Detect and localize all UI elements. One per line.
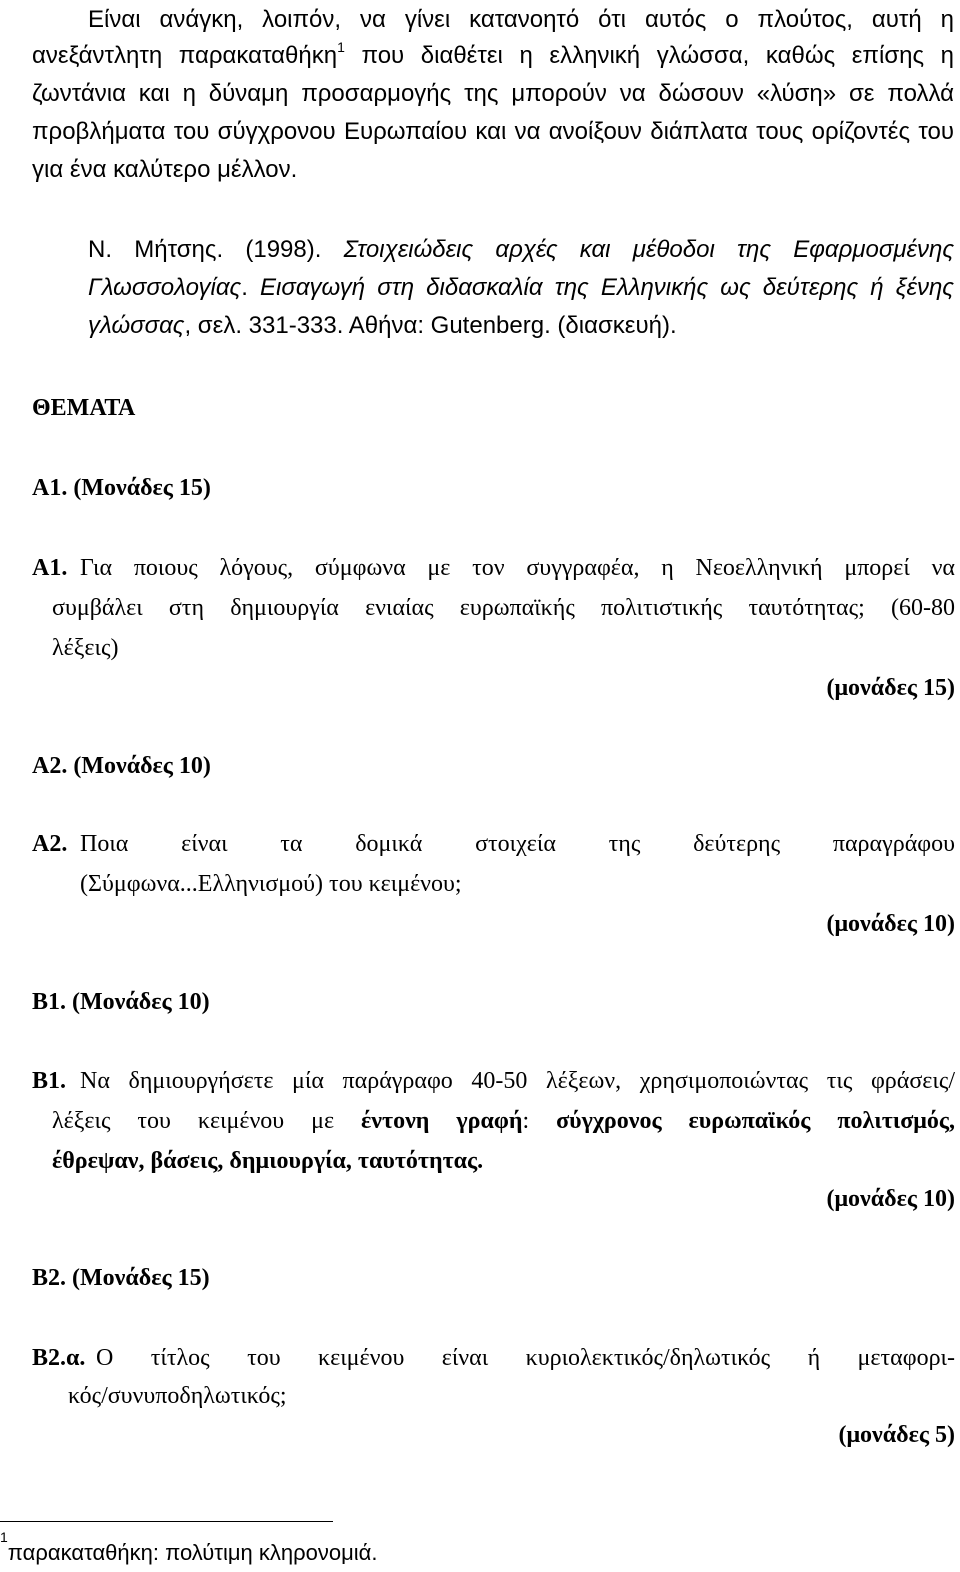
a1-question-line-3: λέξεις): [52, 635, 119, 661]
citation-title-1: Στοιχειώδεις αρχές και μέθοδοι της Εφαρμοσμένης: [343, 236, 955, 263]
b2a-label: Β2.α.: [32, 1345, 86, 1371]
b2a-question-line-2: κός/συνυποδηλωτικός;: [68, 1383, 287, 1409]
intro-text-2a: ανεξάντλητη παρακαταθήκη: [32, 42, 338, 69]
intro-text-2b: που διαθέτει η ελληνική γλώσσα, καθώς επίσης η: [344, 42, 954, 69]
themes-heading: ΘΕΜΑΤΑ: [32, 395, 136, 421]
citation-title-2b: .: [241, 274, 261, 301]
intro-text-3: ζωντάνια και η δύναμη προσαρμογής της μπορούν να δώσουν «λύση» σε πολλά: [32, 80, 954, 107]
citation-line-3: [88, 308, 677, 344]
a1-section-title: Α1. (Μονάδες 15): [32, 475, 211, 501]
footnote-text: παρακαταθήκη: πολύτιμη κληρονομιά.: [7, 1540, 378, 1565]
intro-text-1: Είναι ανάγκη, λοιπόν, να γίνει κατανοητό ότι αυτός ο πλούτος, αυτή η: [88, 6, 954, 33]
intro-line-5: [32, 152, 297, 188]
intro-line-2: [32, 38, 954, 74]
a1-label: Α1.: [32, 555, 68, 581]
b1-text-2a: λέξεις του κειμένου με: [52, 1108, 362, 1134]
footnote: [0, 1528, 378, 1568]
b1-question-line-1: Να δημιουργήσετε μία παράγραφο 40-50 λέξεων, χρησιμοποιώντας τις φράσεις/: [80, 1068, 955, 1094]
b1-section-title: Β1. (Μονάδες 10): [32, 989, 210, 1015]
a1-question-line-2: συμβάλει στη δημιουργία ενιαίας ευρωπαϊκής πολιτιστικής ταυτότητας; (60-80: [52, 595, 955, 621]
a1-question-line-1: Για ποιους λόγους, σύμφωνα με τον συγγραφέα, η Νεοελληνική μπορεί να: [80, 555, 955, 581]
citation-line-1: [88, 232, 954, 268]
b1-bold-words-1: σύγχρονος ευρωπαϊκός πολιτισμός,: [556, 1108, 955, 1134]
intro-text-4: προβλήματα του σύγχρονου Ευρωπαίου και να ανοίξουν διάπλατα τους ορίζοντές του: [32, 118, 954, 145]
citation-author: Ν. Μήτσης. (1998).: [88, 236, 344, 263]
intro-line-1: [88, 2, 954, 38]
citation-line-2: [88, 270, 954, 306]
citation-title-2a: Γλωσσολογίας: [88, 274, 242, 301]
b1-text-2c: :: [522, 1108, 557, 1134]
b1-label: Β1.: [32, 1068, 67, 1094]
footnote-marker: 1: [0, 1528, 8, 1545]
b2a-points: (μονάδες 5): [838, 1422, 955, 1448]
a2-question-line-1: Ποια είναι τα δομικά στοιχεία της δεύτερης παραγράφου: [80, 831, 955, 857]
a2-section-title: Α2. (Μονάδες 10): [32, 753, 211, 779]
intro-text-5: για ένα καλύτερο μέλλον.: [32, 156, 298, 183]
citation-title-2c: Εισαγωγή στη διδασκαλία της Ελληνικής ως δεύτερης ή ξένης: [260, 274, 954, 301]
b1-bold-phrase: έντονη γραφή: [361, 1108, 523, 1134]
intro-line-4: [32, 114, 954, 150]
b1-points: (μονάδες 10): [826, 1186, 955, 1212]
footnote-separator: [0, 1521, 333, 1522]
b1-question-line-3: έθρεψαν, βάσεις, δημιουργία, ταυτότητας.: [52, 1148, 484, 1174]
b2-section-title: Β2. (Μονάδες 15): [32, 1265, 210, 1291]
footnote-ref: 1: [337, 39, 345, 55]
a1-points: (μονάδες 15): [826, 675, 955, 701]
citation-title-3b: , σελ. 331-333. Αθήνα: Gutenberg. (διασκευή).: [184, 312, 677, 339]
b2a-question-line-1: Ο τίτλος του κειμένου είναι κυριολεκτικός/δηλωτικός ή μεταφορι-: [96, 1345, 955, 1371]
a2-label: Α2.: [32, 831, 68, 857]
b1-question-line-2: [52, 1103, 955, 1139]
a2-question-line-2: (Σύμφωνα...Ελληνισμού) του κειμένου;: [80, 871, 462, 897]
a2-points: (μονάδες 10): [826, 911, 955, 937]
intro-line-3: [32, 76, 954, 112]
citation-title-3a: γλώσσας: [88, 312, 185, 339]
